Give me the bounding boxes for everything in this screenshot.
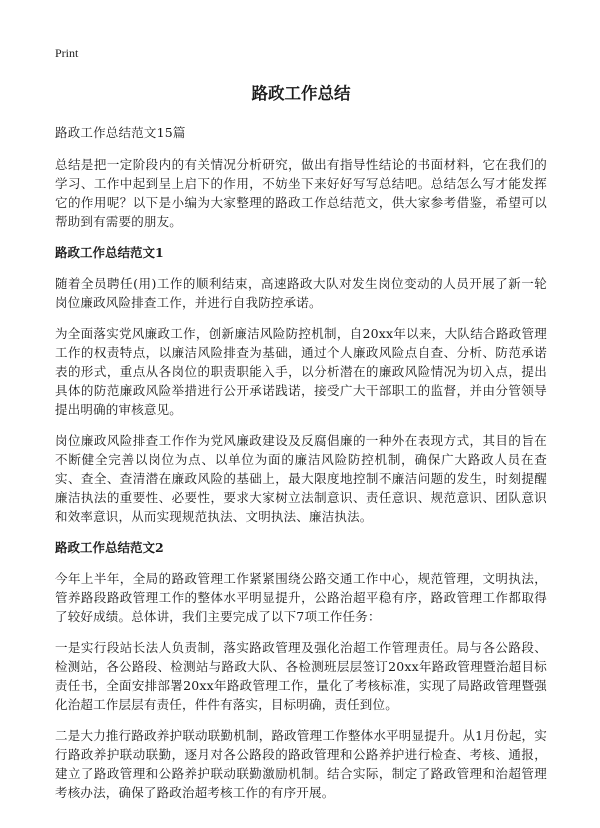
section-1-paragraph-2: 为全面落实党风廉政工作，创新廉洁风险防控机制，自20xx年以来，大队结合路政管理工作的权责特点，以廉洁风险排查为基础，通过个人廉政风险点自查、分析、防范承诺表的形式，重点从各岗位的职责职能入手，以分析潜在的廉政风险情况为切入点，提出具体的防范廉政风险举措进行公开承诺践诺，接受广大干部职工的监督，并由分管领导提出明确的审核意见。: [55, 326, 547, 417]
section-1-paragraph-1: 随着全员聘任(用)工作的顺利结束，高速路政大队对发生岗位变动的人员开展了新一轮岗位廉政风险排查工作，并进行自我防控承诺。: [55, 276, 547, 310]
document-body: [55, 123, 547, 814]
print-link[interactable]: Print: [55, 46, 79, 60]
section-2-paragraph-3: 二是大力推行路政养护联动联勤机制，路政管理工作整体水平明显提升。从1月份起，实行路政养护联动联勤，逐月对各公路段的路政管理和公路养护进行检查、考核、通报，建立了路政管理和公路养护联动联勤激励机制。结合实际，制定了路政管理和治超管理考核办法，确保了路政治超考核工作的有序开展。: [55, 728, 547, 800]
section-heading-1: 路政工作总结范文1: [55, 245, 164, 260]
section-heading-2: 路政工作总结范文2: [55, 540, 164, 555]
document-title: 路政工作总结: [251, 84, 351, 103]
document-subtitle: 路政工作总结范文15篇: [55, 125, 186, 140]
section-2-paragraph-1: 今年上半年，全局的路政管理工作紧紧围绕公路交通工作中心，规范管理，文明执法，管养路段路政管理工作的整体水平明显提升，公路治超平稳有序，路政管理工作都取得了较好成绩。总体讲，我们主要完成了以下7项工作任务：: [55, 571, 547, 624]
intro-paragraph: 总结是把一定阶段内的有关情况分析研究，做出有指导性结论的书面材料，它在我们的学习、工作中起到呈上启下的作用，不妨坐下来好好写写总结吧。总结怎么写才能发挥它的作用呢？以下是小编为大家整理的路政工作总结范文，供大家参考借鉴，希望可以帮助到有需要的朋友。: [55, 157, 547, 229]
section-2-paragraph-2: 一是实行段站长法人负责制，落实路政管理及强化治超工作管理责任。局与各公路段、检测站，各公路段、检测站与路政大队、各检测班层层签订20xx年路政管理暨治超目标责任书，全面安排部署20xx年路政管理工作，量化了考核标准，实现了局路政管理暨强化治超工作层层有责任，件件有落实，目标明确，责任到位。: [55, 640, 547, 712]
section-1-paragraph-3: 岗位廉政风险排查工作作为党风廉政建设及反腐倡廉的一种外在表现方式，其目的旨在不断健全完善以岗位为点、以单位为面的廉洁风险防控机制，确保广大路政人员在查实、查全、查清潜在廉政风险的基础上，最大限度地控制不廉洁问题的发生，时刻提醒廉洁执法的重要性、必要性，要求大家树立法制意识、责任意识、规范意识、团队意识和效率意识，从而实现规范执法、文明执法、廉洁执法。: [55, 433, 547, 524]
